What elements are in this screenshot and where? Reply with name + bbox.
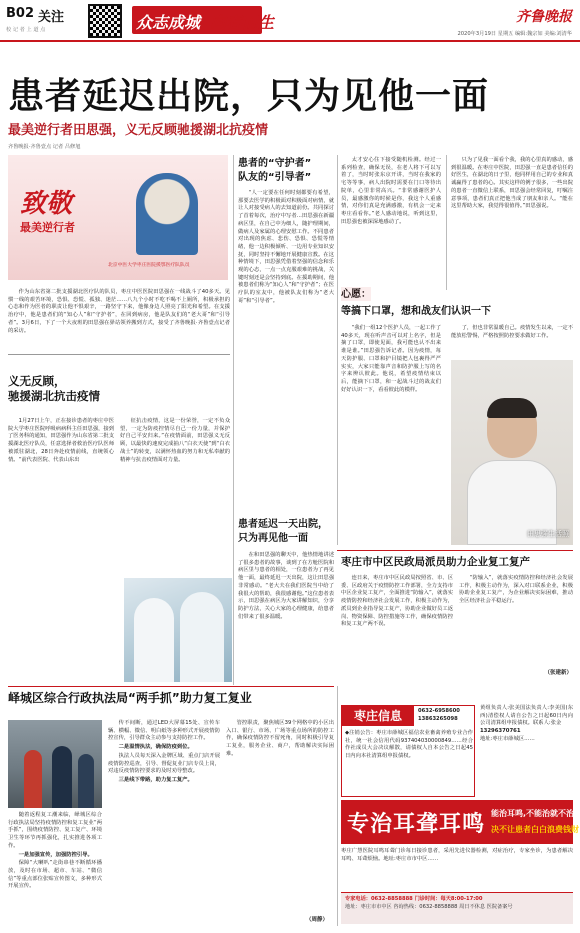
column3-text-block	[341, 157, 441, 275]
ad-notice-2-text: 黄组负责人:张美国法负责人:李美国(东西)清偿权人请自公告之日起60日内向公司清算组申报债权。联系人:张金	[480, 705, 573, 727]
section1-text2: 征抗击疫情，这是一份荣誉，一定不负众望，一定为防疫控情尽自己一份力量，并保护好自己平安归来。”在疫情面前，田思强义无反顾，以最快的速度完成抽八“白衣天使”到“白衣战士”的转变，以满怀热血的努力和无私奉献的精神与抗击疫情面对力量。	[120, 418, 230, 463]
doctor-photo	[451, 360, 573, 545]
story3-sub1: 一是加强宣传，加强防控引导。	[18, 851, 93, 858]
story2-col2	[459, 575, 573, 667]
enforcement-photo	[8, 720, 102, 808]
story3-signoff: （周静）	[306, 917, 329, 923]
column3-text: 太才安心住下接受随机检测。经过一系列检查，确保无误，在老人将下可以写着了，当时时张东京开讲，当时在我家的宅等等事，病人出院时需要在门口等待出院单，心里非常高兴。“非常感谢医护人员，最感激你的时候是你，我这个人重感情，对你们真是充满感激，有机会一定来枣庄看看你。”老人感动地说，听到这里，田思强也被深深地感动了。	[341, 157, 441, 225]
story2-headline: 枣庄市中区民政局派员助力企业复工复产	[341, 556, 530, 568]
masthead	[0, 0, 580, 42]
tribute-poster	[8, 155, 228, 280]
lead-headline: 患者延迟出院，只为见他一面	[8, 76, 490, 117]
story3-col3	[226, 720, 334, 916]
column-rule	[446, 155, 447, 290]
special-ad-title: 专治耳聋耳鸣	[347, 812, 486, 837]
lead-subhead: 最美逆行者田思强，义无反顾驰援湖北抗疫情	[8, 123, 269, 138]
section4-title: 心愿： 等搞下口罩，想和战友们认识一下	[341, 289, 491, 317]
section3-text: 在和田思强的聊天中，他热情地讲述了很多患者的故事，谈到了在方舱医院和病区里与患者的相处，一位患者为了再见他一面，最终延迟一天出院，这让田思强非常感动。“老大夫在我们医院当中给了我很大的帮助，我很感谢他。”这位患者表示，田思强在病区为大家讲解知识，分享防护方法，关心大家的心理健康，给患者们带来了很多温暖。	[238, 552, 334, 620]
doctor-hair	[487, 398, 537, 418]
section1-col2	[120, 418, 230, 510]
section4-text: “我们一组12个医护人员，一起工作了40多天，现在听声音可以对上名字，但是摘了口罩，即使见面，我可能也认不出来谁是谁。”田思强告诉记者。因为疫情，每天防护服、口罩和护目镜把人包裹得严严实实，大家只能靠声音和防护服上写的名字来辨认彼此。他说，希望疫情结束以后，能摘下口罩，和一起战斗过的战友们好好认识一下，看看彼此的模样。	[341, 325, 441, 393]
ad-phone-3: 13296370761	[480, 728, 521, 735]
section-label: 关注	[38, 10, 65, 25]
medical-team-photo	[124, 578, 232, 682]
worker-figure-1	[134, 598, 174, 682]
story3-text1: 随着返程复工潮来临，峄城区综合行政执法局坚持疫情防控和复工复业“两手抓”，围绕疫情防控、复工复产、环境卫生等环节再抓强化，扎实推进各项工作。	[8, 812, 102, 849]
classified-ad-box	[341, 705, 475, 797]
story3-sub3: 三是线下带路，助力复工复产。	[118, 776, 193, 783]
clinic-footer-line1: 专家电话：0632-8858888 门诊时间：每天8:00-17:00	[345, 896, 483, 902]
clinic-footer-line2: 地址：枣庄市市中区 咨询热线：0632-8858888 周日不休息 医院备案号	[345, 903, 513, 910]
section1-col1	[8, 418, 114, 510]
column4-text: 只为了见我一面看个我，我的心里真的感动，感到很温暖。在枣庄中医院，田思强一直是患者信任的好医生，在湖北的日子里，他同样用自己的专业和真诚赢得了患者的心。其实这样的例子很多，一些出院的患者一直微信上联系，田思强会经常回复，叮嘱注意事项，患者们真正把他当成了朋友和亲人。“能在这里帮助大家，我觉得很值得。”田思强说。	[451, 157, 573, 210]
clinic-ad-text: 枣庄广慧医院耳鸣耳聋门诊每日接诊患者，采用先进仪器检测，对症治疗，专家坐诊，为患者解决耳鸣、耳聋烦恼。地址:枣庄市市中区……	[341, 848, 573, 862]
clinic-ad-text-block	[341, 848, 573, 888]
section4-title-accent	[341, 287, 371, 301]
section1-title: 义无反顾， 驰援湖北抗击疫情	[8, 374, 100, 403]
photo-caption: 田思强生活照	[527, 530, 569, 538]
brand-logo: 齐鲁晚报	[516, 9, 572, 25]
ad-address: 地址:枣庄市薛城区……	[480, 735, 535, 742]
lead-intro	[8, 289, 230, 351]
section3-title: 患者延迟一天出院， 只为再见他一面	[238, 519, 328, 544]
column-rule	[233, 155, 234, 685]
qr-code-icon[interactable]	[88, 4, 122, 38]
clinic-footer	[341, 892, 573, 924]
story2-text2: “防输入”，就落实疫情防控和经济社会发展工作，积极主动作为，深入对口联系企业，积极协助企业复工复产，为企业解决实际困难，推动全区经济社会平稳运行。	[459, 575, 573, 605]
story3-sub2: 二是温情执法，确保防疫到位。	[118, 744, 193, 751]
officer-figure	[52, 746, 72, 808]
page-number: B02	[6, 6, 34, 21]
section2-title: 患者的“守护者” 队友的“引导者”	[238, 158, 312, 183]
ad-notice	[345, 730, 473, 794]
story2-col1	[341, 575, 453, 675]
ad-phone-1: 0632-6958600	[418, 708, 460, 714]
story3-text3: 传不间断，通过LED大屏幕15处、宣传车辆、横幅、微信、明白纸等多种形式开展疫情防控宣传，引导群众主动参与支持防控工作。	[108, 720, 220, 742]
lead-byline: 齐鲁晚报·齐鲁壹点 记者 吕修旭	[8, 144, 81, 150]
section2-text-block	[238, 190, 334, 510]
ad-notice-2	[480, 705, 573, 797]
classified-ad-title: 枣庄信息	[342, 706, 414, 726]
story2-text: 连日来，枣庄市中区民政局按照省、市、区委、区政府关于疫情防控工作部署，全力支持市中区企业复工复产，全面推进“防输入”，就落实疫情防控和经济社会发展工作，积极主动作为，派员到企业指导复工复产，协助企业做好员工返岗、物资保障、防控措施等工作，确保疫情防控和复工复产两不误。	[341, 575, 453, 628]
section3-text-block	[238, 552, 334, 620]
slogan-text-2: 向春而生	[210, 13, 275, 32]
story3-headline: 峄城区综合行政执法局“两手抓”助力复工复业	[8, 691, 252, 705]
story3-text4: 执法人员每天深入金牌区域、重点门店开展疫情防控巡查，引导、督促复业门店专员上岗，对违反疫情防控要求的及时劝导整改。	[108, 752, 220, 775]
column-rule	[337, 155, 338, 545]
story3-text2: 保障“大喇叭”走街串巷不断循环播放，及时在市场、超市、车站、“微信信”等重点部位张贴宣传图文，多种形式开展宣传。	[8, 860, 102, 890]
poster-subtitle: 最美逆行者	[20, 221, 75, 234]
section4-extra-block	[451, 325, 573, 355]
special-ad-slogan-1: 能治耳鸣,不能治就不治	[491, 809, 575, 818]
section4-text-block	[341, 325, 441, 545]
date-line: 2020年3月19日 星期五 编辑:魏宗如 美编:刘清华	[457, 31, 572, 37]
doctor-portrait	[136, 173, 198, 255]
story3-text5: 管控职责，聚焦城区39个网格中的小区出入口、银行、市场、广场等重点场所的防控工作，确保疫情防控不留死角，同时积极引导复工复业，服务企业、商户，帮助解决实际困难。	[226, 720, 334, 757]
story2-signoff: （张建新）	[544, 670, 572, 676]
section2-text: “人一定要在任何时刻都要有希望，那要去医学的积极面对积极面对病情，就让人对接受病人的去知道前份。共同探讨了首着每次，治疗中写者…田思强在新疆病区里，在自己中为细人，随护理期间，做病人及家属的心理安慰工作。不同患者对出现的焦虑、悲伤、恐惧、恐慌等情绪，他一边积极倾听、一边用专业知识安抚，同时坚持不懈地开展健康宣教。在这种情境下，田思强凭借着坚强的信念和乐观的心态，一点一点克服艰难的挑战，关键时刻还是会坚持到底。在援助期间，他被患者们称为“知心人”和“守护者”；在医疗队的室友中，他被队友们称为“老大哥”和“引导者”。	[238, 190, 334, 304]
column-rule	[337, 686, 338, 926]
poster-title: 致敬	[20, 189, 73, 219]
ad-notice-text: ◆注销公告：枣庄市薛城区福信农业畜禽养殖专业合作社，统一社会信用代码937404030000849……经合作社成员大会决议解散，请债权人自本公告之日起45日内向本社清算组申报债权。	[345, 730, 473, 760]
column4-text-block	[451, 157, 573, 277]
editor-line: 校 记 者 上 道 点	[6, 27, 46, 33]
worker-figure-2	[180, 592, 224, 682]
divider	[8, 686, 334, 687]
officer-figure	[78, 754, 94, 808]
special-ad-banner	[341, 800, 579, 844]
poster-caption: 北京中医大学枣庄医院援鄂医疗队队员	[108, 263, 190, 268]
section4-extra: 了，但也非常温暖自己。疫情发生以来，一定不能放松警惕，严格按照防控要求做好工作。	[451, 325, 573, 339]
special-ad-slogan-2: 决不让患者白白浪费钱财	[491, 825, 579, 834]
section1-text: 1月27日上午，正在接诊患者的枣庄中医院大学枣庄医院呼吸病病科主任田思强，接到了医务科的通知，田思强作为山东省第二批支援湖北医疗队员，任意选择者救治医疗队医师被派驻湖北，28日奔赴疫情前线，直统领心情。“前代表医院、代表山东出	[8, 418, 114, 463]
ad-phone-2: 13863265098	[418, 716, 458, 722]
officer-figure	[24, 750, 42, 808]
slogan-text-1: 众志成城	[136, 13, 201, 32]
header-rule	[0, 40, 580, 42]
story3-col1	[8, 812, 102, 924]
divider	[337, 550, 573, 551]
story3-col2	[108, 720, 220, 924]
lead-intro-text: 作为山东省第二批支援湖北医疗队的队员，枣庄中医医院田思强在一线战斗了40多天。见惯一线的艰苦环境，恐惧、恐慌、孤独、迷茫……八九个小时不吃不喝不上厕所，积极承担的心态和作为医者的职责让他不惧艰辛，一路坚守下来，他像身边人照亮了阳光和希望。在支援治疗中，他是患者们的“知心人”和“守护者”，在回到病房，他是队友们的“老大哥”和“引导者”。3月6日，下了一个大夜班的田思强在驿站领养搬到方式，接受了齐鲁晚报·齐鲁壹点记者的采访。	[8, 289, 230, 334]
divider	[8, 354, 230, 355]
